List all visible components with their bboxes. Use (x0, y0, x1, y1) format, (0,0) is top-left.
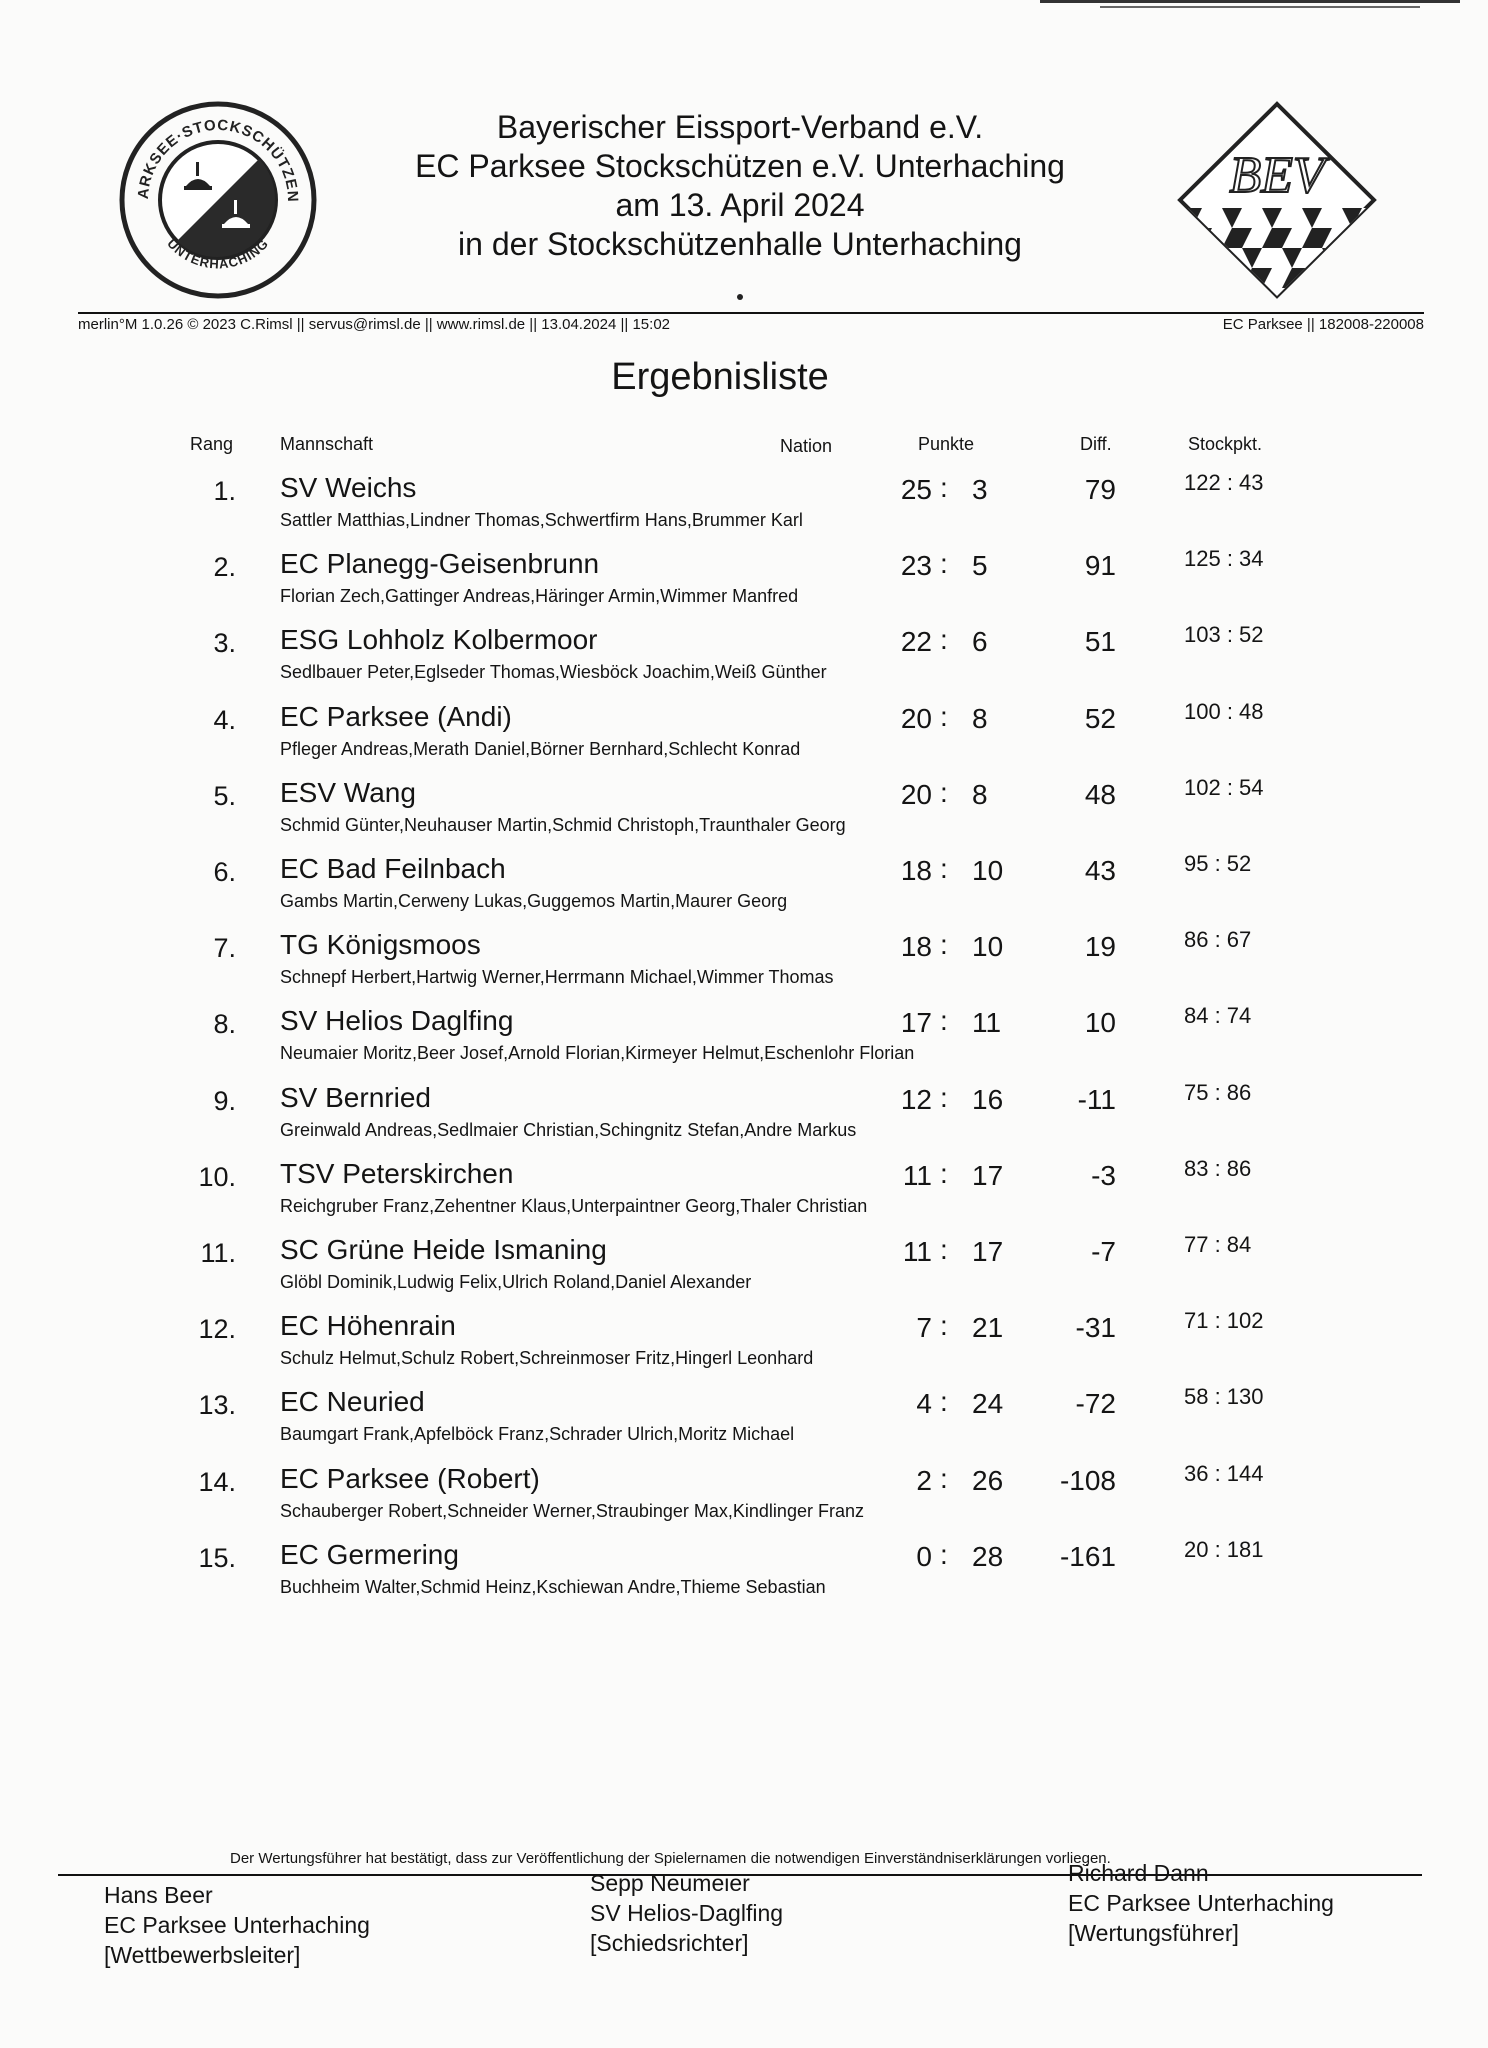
stock-points: 84 : 74 (1184, 1003, 1252, 1029)
signature-name: Richard Dann (1068, 1860, 1209, 1886)
points-separator: : (940, 853, 948, 884)
team-name: EC Parksee (Andi) (280, 700, 512, 732)
column-header-stock: Stockpkt. (1188, 434, 1263, 454)
team-name: SV Helios Daglfing (280, 1005, 514, 1037)
signature-club: EC Parksee Unterhaching (1068, 1890, 1334, 1916)
difference-value: 51 (1084, 626, 1116, 658)
points-lost: 24 (972, 1388, 1004, 1420)
team-players: Reichgruber Franz,Zehentner Klaus,Unterpaintner Georg,Thaler Christian (280, 1195, 868, 1216)
team-players: Schauberger Robert,Schneider Werner,Straubinger Max,Kindlinger Franz (280, 1500, 864, 1521)
stock-points: 86 : 67 (1184, 927, 1252, 953)
signature-block (590, 1868, 783, 1958)
header-line: EC Parksee Stockschützen e.V. Unterhaching (415, 148, 1065, 184)
team-players: Glöbl Dominik,Ludwig Felix,Ulrich Roland,Daniel Alexander (280, 1272, 752, 1292)
team-players: Gambs Martin,Cerweny Lukas,Guggemos Martin,Maurer Georg (280, 891, 788, 911)
points-separator: : (940, 548, 948, 580)
points-separator: : (940, 1462, 948, 1494)
event-header (330, 108, 1150, 264)
rank-cell: 5. (213, 780, 236, 811)
points-won: 2 (916, 1464, 932, 1496)
difference-value: -161 (1059, 1540, 1116, 1572)
team-players: Pfleger Andreas,Merath Daniel,Börner Bernhard,Schlecht Konrad (280, 738, 801, 759)
stock-points: 125 : 34 (1184, 546, 1264, 572)
team-players: Schmid Günter,Neuhauser Martin,Schmid Christoph,Traunthaler Georg (280, 814, 846, 835)
team-players: Sedlbauer Peter,Eglseder Thomas,Wiesböck Joachim,Weiß Günther (280, 662, 827, 683)
points-won: 0 (916, 1540, 932, 1572)
difference-value: 43 (1084, 855, 1116, 886)
table-row (0, 925, 1488, 1001)
rank-cell: 14. (198, 1466, 236, 1497)
stock-points: 122 : 43 (1184, 470, 1264, 495)
points-won: 17 (900, 1007, 932, 1039)
rank-cell: 9. (213, 1085, 236, 1116)
difference-value: -72 (1075, 1388, 1116, 1420)
signature-role: [Schiedsrichter] (590, 1930, 749, 1956)
table-row (0, 544, 1488, 620)
points-lost: 5 (972, 550, 988, 582)
points-won: 20 (900, 702, 932, 734)
rank-cell: 1. (213, 476, 236, 506)
points-won: 11 (902, 1236, 932, 1267)
signature-role: [Wertungsführer] (1068, 1920, 1239, 1946)
difference-value: 19 (1084, 931, 1116, 963)
team-players: Buchheim Walter,Schmid Heinz,Kschiewan Andre,Thieme Sebastian (280, 1576, 826, 1597)
difference-value: -31 (1075, 1312, 1116, 1344)
points-won: 20 (900, 778, 932, 810)
team-name: TG Königsmoos (280, 929, 481, 961)
difference-value: 48 (1084, 778, 1116, 810)
points-lost: 6 (972, 626, 988, 658)
points-separator: : (940, 1157, 948, 1189)
table-row (0, 1382, 1488, 1458)
rank-cell: 13. (198, 1390, 236, 1421)
club-logo (118, 100, 318, 300)
table-row (0, 1459, 1488, 1535)
points-lost: 10 (972, 931, 1004, 963)
team-name: SV Weichs (280, 472, 417, 503)
points-won: 25 (900, 474, 932, 505)
team-name: EC Planegg-Geisenbrunn (280, 548, 600, 580)
points-won: 4 (916, 1388, 932, 1420)
software-info: merlin°M 1.0.26 © 2023 C.Rimsl || servus@rimsl.de || www.rimsl.de || 13.04.2024 || 15:02 (78, 316, 671, 333)
stock-points: 36 : 144 (1184, 1460, 1264, 1486)
header-divider (78, 312, 1424, 314)
svg-text:EC PARKSEE·STOCKSCHÜTZEN e.V.: ARKSEE·STOCKSCHÜTZEN (134, 116, 302, 203)
team-players: Sattler Matthias,Lindner Thomas,Schwertfirm Hans,Brummer Karl (280, 510, 803, 530)
table-row (0, 1306, 1488, 1382)
difference-value: 79 (1084, 474, 1116, 505)
team-players: Neumaier Moritz,Beer Josef,Arnold Florian,Kirmeyer Helmut,Eschenlohr Florian (280, 1043, 915, 1064)
stock-points: 100 : 48 (1184, 698, 1264, 724)
federation-logo (1172, 100, 1382, 300)
team-name: ESG Lohholz Kolbermoor (280, 624, 598, 656)
difference-value: 52 (1084, 702, 1116, 734)
rank-cell: 4. (213, 704, 236, 735)
points-separator: : (940, 1310, 948, 1342)
points-lost: 26 (972, 1464, 1004, 1496)
rank-cell: 8. (213, 1009, 236, 1040)
team-name: EC Parksee (Robert) (280, 1462, 540, 1494)
points-lost: 11 (972, 1007, 1002, 1039)
svg-text:UNTERHACHING: UNTERHACHING (164, 235, 272, 272)
stock-points: 77 : 84 (1184, 1232, 1252, 1257)
team-name: EC Bad Feilnbach (280, 853, 506, 884)
header-line: am 13. April 2024 (615, 187, 865, 223)
signature-name: Hans Beer (104, 1882, 213, 1908)
difference-value: 10 (1084, 1007, 1116, 1039)
points-lost: 21 (972, 1312, 1004, 1344)
points-lost: 8 (972, 702, 988, 734)
points-won: 18 (900, 931, 932, 963)
signature-club: EC Parksee Unterhaching (104, 1912, 370, 1938)
stock-points: 83 : 86 (1184, 1155, 1252, 1181)
points-won: 7 (916, 1312, 932, 1344)
points-separator: : (940, 929, 948, 961)
team-name: ESV Wang (280, 776, 416, 808)
points-lost: 17 (972, 1236, 1004, 1267)
points-separator: : (940, 1005, 948, 1037)
stock-points: 20 : 181 (1184, 1536, 1264, 1562)
stock-points: 103 : 52 (1184, 622, 1264, 648)
difference-value: -3 (1091, 1159, 1116, 1191)
header-line: Bayerischer Eissport-Verband e.V. (496, 109, 984, 145)
stock-points: 75 : 86 (1184, 1079, 1252, 1105)
points-won: 22 (900, 626, 932, 658)
team-players: Schnepf Herbert,Hartwig Werner,Herrmann Michael,Wimmer Thomas (280, 967, 834, 988)
points-separator: : (940, 776, 948, 808)
points-separator: : (940, 1081, 948, 1113)
club-id: EC Parksee || 182008-220008 (1222, 316, 1424, 333)
dot-mark (737, 294, 743, 300)
table-row (0, 1001, 1488, 1077)
rank-cell: 11. (200, 1238, 236, 1268)
table-row (0, 697, 1488, 773)
column-header-team: Mannschaft (280, 434, 374, 454)
rank-cell: 15. (198, 1542, 236, 1573)
stock-points: 58 : 130 (1184, 1384, 1264, 1410)
table-row (0, 1535, 1488, 1611)
points-won: 12 (900, 1083, 932, 1115)
points-lost: 17 (972, 1159, 1004, 1191)
rank-cell: 6. (213, 857, 236, 887)
points-won: 11 (902, 1159, 932, 1191)
table-row (0, 620, 1488, 696)
points-separator: : (940, 1234, 948, 1265)
stock-points: 71 : 102 (1184, 1308, 1264, 1334)
points-separator: : (940, 700, 948, 732)
team-name: SC Grüne Heide Ismaning (280, 1234, 607, 1265)
column-header-rank: Rang (190, 434, 234, 454)
team-players: Schulz Helmut,Schulz Robert,Schreinmoser Fritz,Hingerl Leonhard (280, 1348, 814, 1369)
difference-value: -11 (1077, 1083, 1116, 1115)
points-lost: 3 (972, 474, 988, 505)
table-row (0, 1078, 1488, 1154)
table-row (0, 773, 1488, 849)
difference-value: 91 (1084, 550, 1116, 582)
points-separator: : (940, 472, 948, 503)
points-separator: : (940, 1386, 948, 1418)
signature-role: [Wettbewerbsleiter] (104, 1942, 301, 1968)
signature-block (1068, 1858, 1334, 1948)
table-row (0, 849, 1488, 925)
table-row (0, 1230, 1488, 1306)
signature-club: SV Helios-Daglfing (590, 1900, 784, 1926)
rank-cell: 12. (198, 1314, 236, 1345)
points-separator: : (940, 1538, 948, 1570)
scan-edge-line (1100, 6, 1420, 8)
points-separator: : (940, 624, 948, 656)
svg-text:BEV: BEV (1229, 147, 1325, 204)
table-row (0, 468, 1488, 544)
page-title: Ergebnisliste (611, 356, 829, 398)
signature-name: Sepp Neumeier (590, 1870, 750, 1896)
team-players: Baumgart Frank,Apfelböck Franz,Schrader Ulrich,Moritz Michael (280, 1424, 795, 1445)
stock-points: 102 : 54 (1184, 774, 1264, 800)
points-lost: 8 (972, 778, 988, 810)
scan-edge-line (1040, 0, 1460, 3)
points-lost: 10 (972, 855, 1004, 886)
team-name: TSV Peterskirchen (280, 1157, 514, 1189)
publication-note: Der Wertungsführer hat bestätigt, dass zur Veröffentlichung der Spielernamen die notwendigen Einverständniserklärungen vorliegen. (230, 1850, 1111, 1867)
column-header-points: Punkte (918, 434, 975, 454)
rank-cell: 2. (213, 552, 236, 583)
team-name: EC Germering (280, 1538, 459, 1570)
points-lost: 28 (972, 1540, 1004, 1572)
column-header-nation: Nation (780, 436, 833, 456)
team-name: EC Neuried (280, 1386, 425, 1418)
points-won: 18 (900, 855, 932, 886)
team-players: Florian Zech,Gattinger Andreas,Häringer Armin,Wimmer Manfred (280, 586, 799, 607)
team-name: EC Höhenrain (280, 1310, 456, 1342)
stock-points: 95 : 52 (1184, 851, 1252, 876)
points-won: 23 (900, 550, 932, 582)
team-players: Greinwald Andreas,Sedlmaier Christian,Schingnitz Stefan,Andre Markus (280, 1119, 857, 1140)
signature-block (104, 1880, 370, 1970)
difference-value: -108 (1059, 1464, 1116, 1496)
team-name: SV Bernried (280, 1081, 431, 1113)
column-header-diff: Diff. (1080, 434, 1112, 454)
rank-cell: 7. (213, 933, 236, 964)
difference-value: -7 (1091, 1236, 1116, 1267)
rank-cell: 10. (198, 1161, 236, 1192)
points-lost: 16 (972, 1083, 1004, 1115)
header-line: in der Stockschützenhalle Unterhaching (458, 226, 1022, 262)
rank-cell: 3. (213, 628, 236, 659)
table-row (0, 1154, 1488, 1230)
